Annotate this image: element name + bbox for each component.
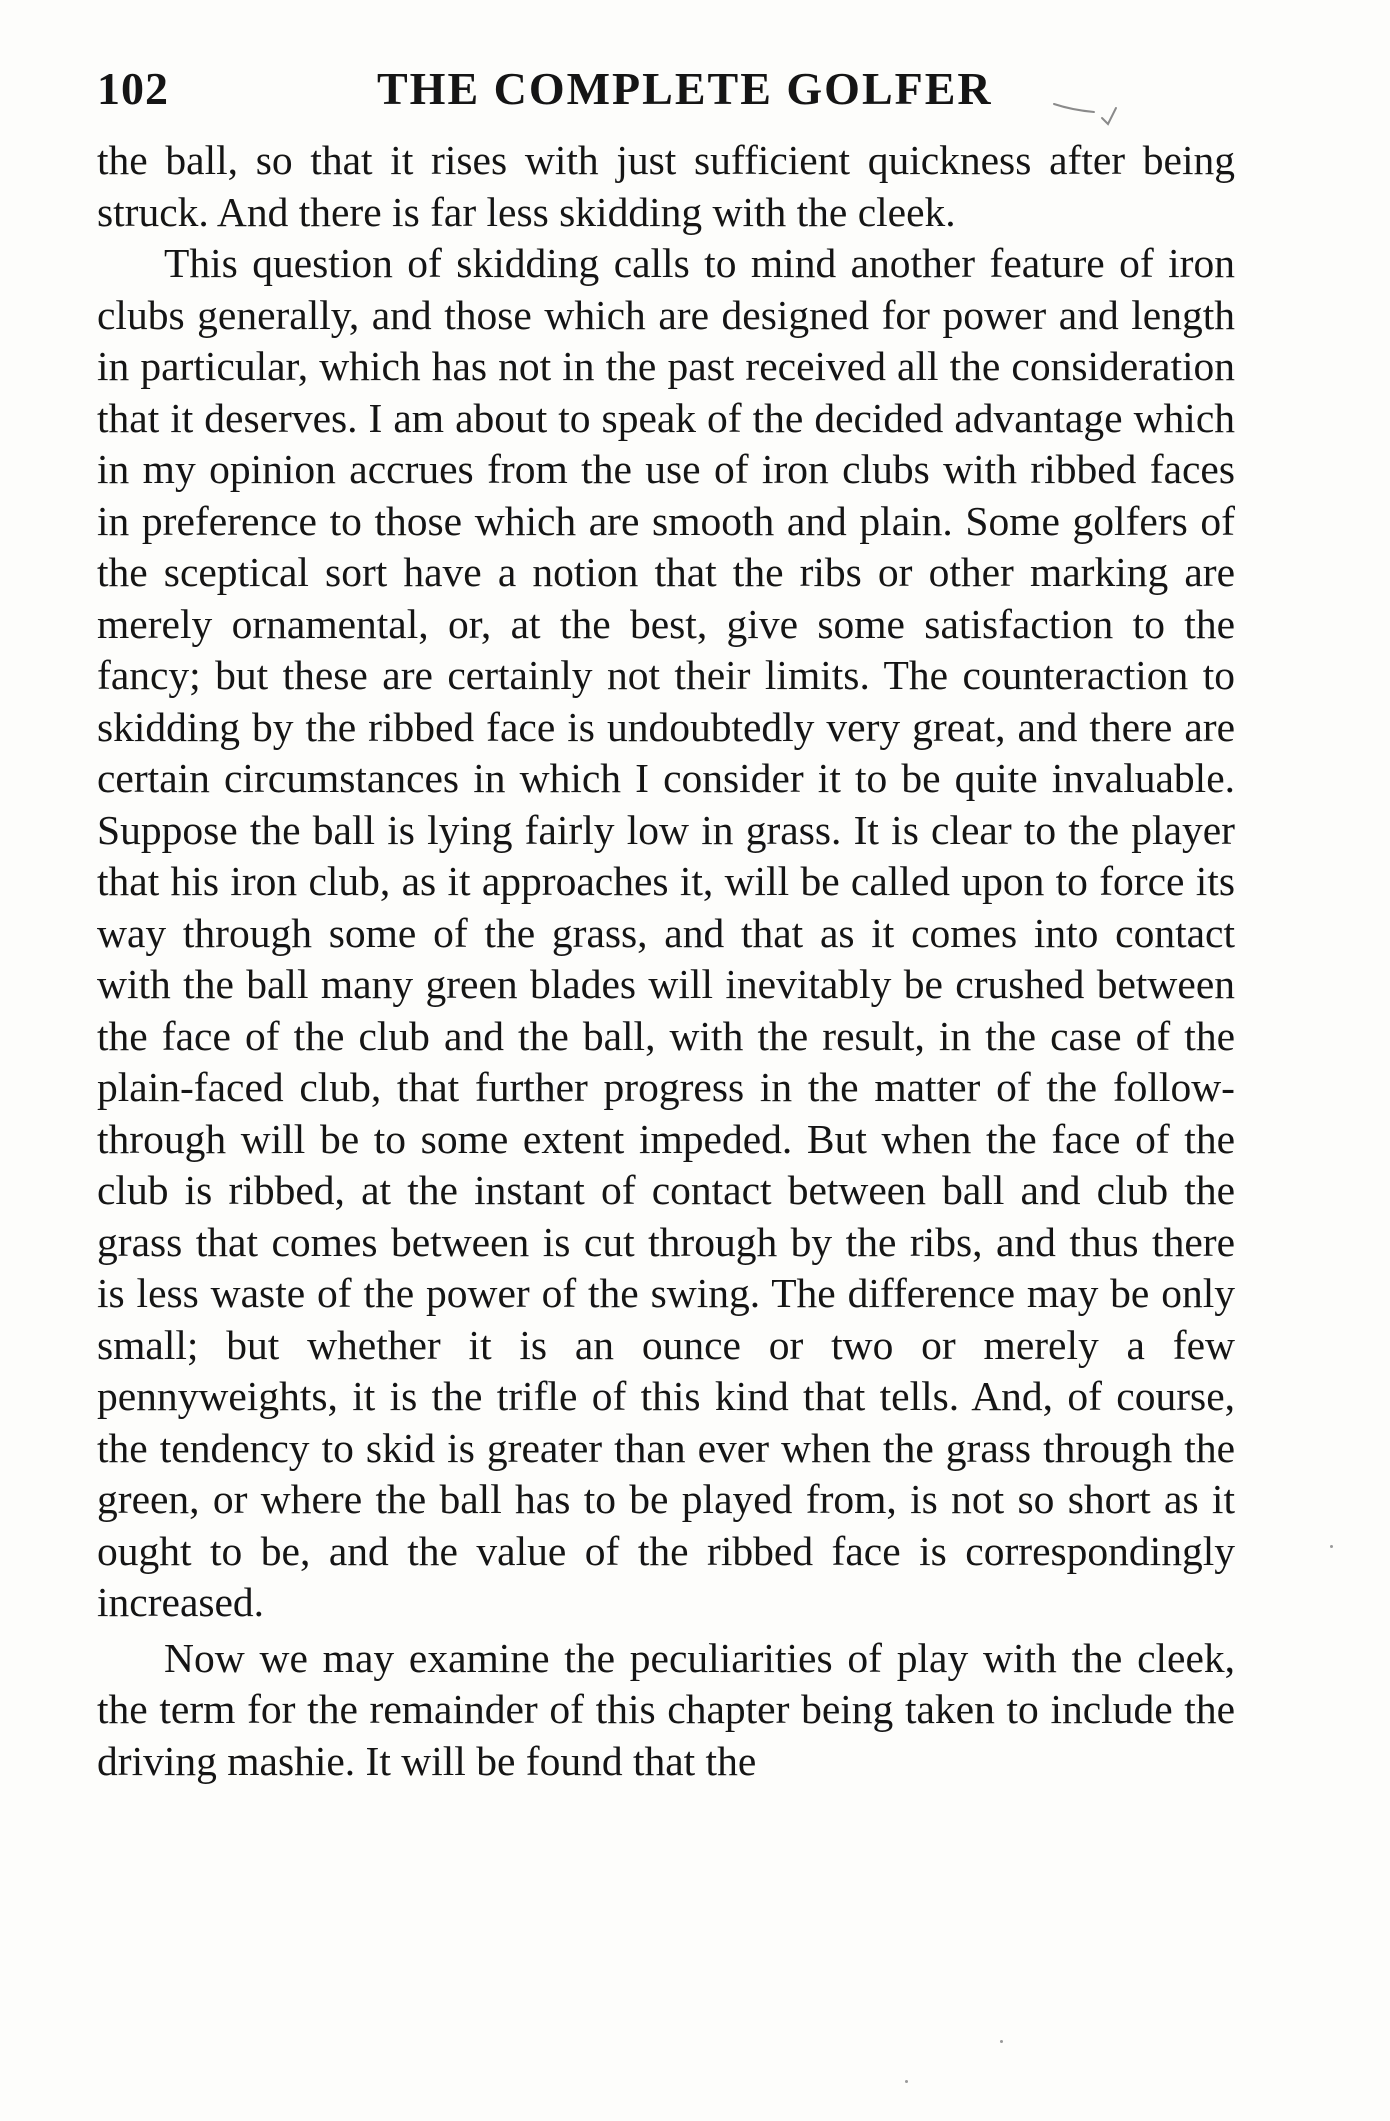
paper-speck [1330, 1545, 1333, 1548]
paragraph-cleek: Now we may examine the peculiarities of play with the cleek, the term for the remainder of this chapter being taken to include the driving mashie. It will be found that the [97, 1634, 1235, 1784]
paper-speck [905, 2080, 908, 2083]
book-title: THE COMPLETE GOLFER [377, 63, 993, 114]
paragraph-skidding: This question of skidding calls to mind another feature of iron clubs generally, and those which are designed for power and length in particular, which has not in the past received all the consideration that it deserves. I am about to speak of the decided advantage which in my opinion accrues from the use of iron clubs with ribbed faces in preference to those which are smooth and plain. Some golfers of the sceptical sort have a notion that the ribs or other marking are merely ornamental, or, at the best, give some satisfaction to the fancy; but these are certainly not their limits. The counteraction to skidding by the ribbed face is undoubtedly very great, and there are certain circumstances in which I consider it to be quite invaluable. Suppose the ball is lying fairly low in grass. It is clear to the player that his iron club, as it approaches it, will be called upon to force its way through some of the grass, and that as it comes into contact with the ball many green blades will inevitably be crushed between the face of the club and the ball, with the result, in the case of the plain-faced club, that further progress in the matter of the follow-through will be to some extent impeded. But when the face of the club is ribbed, at the instant of contact between ball and club the grass that comes between is cut through by the ribs, and thus there is less waste of the power of the swing. The difference may be only small; but whether it is an ounce or two or merely a few pennyweights, it is the trifle of this kind that tells. And, of course, the tendency to skid is greater than ever when the grass through the green, or where the ball has to be played from, is not so short as it ought to be, and the value of the ribbed face is correspondingly increased. [97, 240, 1235, 1625]
paper-speck [1000, 2040, 1003, 2043]
paragraph-continued: the ball, so that it rises with just sufficient quickness after being struck. And there is far less skidding with the cleek. [97, 137, 1235, 235]
body-text [97, 135, 1235, 1787]
page-number: 102 [97, 63, 169, 114]
pencil-mark [1050, 96, 1130, 136]
